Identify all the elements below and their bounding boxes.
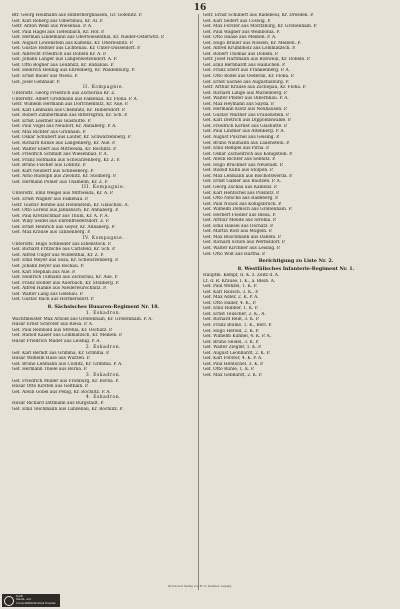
casualty-entry: Gef. Friedrich Schmidt aus Wiesenbad. P. Ä. — [12, 152, 108, 158]
casualty-entry: Gef. Gustav Bach aus Hormersdorf. P. — [12, 297, 95, 303]
casualty-entry: Gef. Arno Rudolph aus Zwönitz, Kr. Stollberg. P. — [12, 174, 117, 180]
casualty-entry: Gef. Richard Reiß, 3. K. P. — [203, 317, 260, 323]
casualty-entry: Gef. Karl Rausch, 3. K., P. — [203, 289, 259, 295]
casualty-entry: Gef. Max Heymann aus Sayda. P. — [203, 101, 275, 107]
casualty-entry: Gef. Walter Lang aus Gelenau. P. — [12, 291, 84, 297]
subsection-heading: 1. Eskadron. — [85, 310, 122, 316]
casualty-entry: Hauptm. Kempf, II. K. z. Zeitz d. Ä. — [203, 273, 280, 279]
casualty-entry: Lt. d. R. Krause, I. K., a. Bleib. Ä. — [203, 278, 276, 284]
casualty-entry: Unteroffz. Emil Weigel aus Mittweida, Kr. A. P. — [12, 191, 114, 197]
casualty-entry: Gefr. Josef Hartmann aus Roßwein, Kr. Döbeln. P. — [203, 57, 311, 63]
casualty-entry: Gef. Hugo Brückner aus Neustadt. P. — [203, 162, 284, 168]
casualty-entry: Gef. Walter Ebert aus Mittweida, Kr. Rochlitz. P. — [12, 146, 117, 152]
casualty-entry: Gef. Paul Wagner aus Weinböhla. P. — [203, 29, 280, 35]
casualty-entry: Gef. Karl Dietrich aus Dippoldiswalde. P. — [203, 118, 292, 124]
casualty-entry: Gef. Karl Stephan aus Aue. P. — [12, 269, 76, 275]
casualty-entry: Gef. Friedrich Müller aus Frohburg, Kr. Borna. P. — [12, 378, 119, 384]
casualty-entry: Gef. Heinrich Ullmann aus Zschorlau, Kr. Aue. P. — [12, 275, 118, 281]
casualty-entry: Gef. Otto Lorenz aus Jahnsbach, Kr. Annaberg. P. — [12, 208, 119, 214]
column-divider — [198, 14, 199, 590]
casualty-entry: Gef. Oskar Zschiedrich aus Königstein. P. — [203, 151, 293, 157]
casualty-entry: Gef. Hugo Herold, 2. K. P. — [203, 328, 259, 334]
page-number: 16 — [193, 3, 207, 13]
casualty-entry: Unteroffz. Georg Friedrich aus Zschorlau Kr. Z. — [12, 91, 116, 97]
casualty-entry: Husar Ernst Schröter aus Riesa. P. Ä. — [12, 322, 94, 328]
casualty-entry: Gef. Franz Blume, 1. K., Berl. P. — [203, 322, 272, 328]
casualty-entry: Gef. Paul Hagel aus Tiefenbach, Kr. Hof. P. — [12, 29, 105, 35]
casualty-entry: Gef. Otto Haller, 4. K., P. — [203, 300, 257, 306]
right-column — [203, 13, 389, 378]
casualty-entry: Gef. Alfred Unger aus Wildenthal, Kr. Z. P. — [12, 252, 104, 258]
casualty-entry: Gef. Max Förster aus Moritzburg, Kr. Großenhain. P. — [203, 24, 317, 30]
casualty-entry: Gef. Emil Hempel aus Pirna. P. — [203, 146, 270, 152]
casualty-entry: Gef. Karl Seifert aus Coswig. P. — [203, 18, 271, 24]
casualty-entry: Gef. August Löwenstein aus Kamenz, Kr. Oberlösnitz. P. — [12, 40, 134, 46]
casualty-entry: Gef. Paul Reinhold aus Strehla, Kr. Oschatz. P. — [12, 327, 113, 333]
subsection-heading: III. Kompagnie. — [81, 185, 126, 191]
casualty-entry: Unteroffz. Albert Großmann aus Falkenau, Kr. Flöha. P. Ä. — [12, 96, 138, 102]
casualty-entry: Gef. Martin Rost aus Mügeln. P. — [203, 229, 273, 235]
casualty-entry: Gefr. Arthur Krause aus Zschopau, Kr. Flöha. P. — [203, 85, 307, 91]
casualty-entry: Gef. Hermann Pöhler aus Thalheim, Kr. Z. P. — [12, 179, 108, 185]
casualty-entry: Gef. Franz Ebert aus Frankenberg. P. Ä. — [203, 68, 290, 74]
casualty-entry: Gef. Richard Schön aus Wermsdorf. P. — [203, 240, 286, 246]
casualty-entry: Gef. Ernst Heinrich aus Geyer, Kr. Annaberg. P. — [12, 224, 115, 230]
casualty-entry: Gef. Walter Kirchner aus Leisnig. P. — [203, 245, 281, 251]
casualty-entry: Gef. Robert Thomas aus Döbeln. P. — [203, 51, 279, 57]
casualty-entry: Gef. Max Richter aus Grünhain. P. — [12, 129, 86, 135]
casualty-entry: Gef. Otto Rühle, 1. K. P. — [203, 367, 255, 373]
library-stamp — [2, 594, 60, 607]
casualty-entry: Gef. Alfred Krumbholz aus Lommatzsch. P. — [203, 46, 296, 52]
casualty-entry: Gef. Oskar Schubert aus Lauter, Kr. Schwarzenberg. P. — [12, 135, 132, 141]
casualty-entry: Husar Otto Kirsten aus Geithain. P. — [12, 384, 89, 390]
casualty-entry: Gef. Bruno Naumann aus Lauenstein. P. — [203, 140, 290, 146]
casualty-entry: Gef. Ernst Bauer aus Wiesa. P. — [12, 74, 78, 80]
casualty-entry: Gef. Hermann Klotz aus Neuhausen. P. — [203, 107, 288, 113]
casualty-entry: Gef. Max Buschmann aus Dahlen. P. — [203, 234, 282, 240]
subsection-heading: 4. Eskadron. — [85, 395, 122, 401]
casualty-entry: Gef. August Püschel aus Geising. P. — [203, 135, 280, 141]
casualty-entry: Gef. Max Lehmann aus Bischofswerda. P. — [203, 173, 293, 179]
casualty-entry: Gef. Robert Zimmermann aus Rittersgrün, Kr. Sch. P. — [12, 113, 128, 119]
casualty-entry: Gefr. Anton Weiß aus Wiesenau. P. Ä. — [12, 24, 93, 30]
casualty-entry: Unteroffz. Hugo Schneider aus Eibenstock. P. — [12, 241, 112, 247]
subsection-heading: 3. Eskadron. — [85, 372, 122, 378]
casualty-entry: Gef. Herbert Fiedler aus Riesa. P. — [203, 212, 276, 218]
casualty-entry: Gef. Max Krause aus Tannenberg. P. — [12, 230, 91, 236]
casualty-entry: Gef. Otto Nitsche aus Radeberg. P. — [203, 196, 279, 202]
casualty-entry: Gef. Wilhelm Domsch aus Großenhain. P. — [203, 207, 292, 213]
casualty-entry: Gef. Richard Lange aus Marienberg. P. — [203, 90, 288, 96]
casualty-entry: Gef. Alfred Hanke aus Niederwürschnitz. P. — [12, 286, 107, 292]
casualty-entry: Gef. Paul Kretzschmar aus Thum, Kr. A. P. Ä. — [12, 213, 109, 219]
casualty-entry: Gefr. Wilhelm Hermann aus Dorfchemnitz, Kr. Aue. P. — [12, 102, 129, 108]
casualty-entry: Gef. Otto Wolf aus Hartha. P. — [203, 251, 266, 257]
subsection-heading: 2. Eskadron. — [85, 344, 122, 350]
printer-imprint: Druck und Verlag von B. G. Teubner, Leipzig. — [168, 584, 232, 588]
casualty-entry: Gef. Paul Wenzel, 1. K. P. — [203, 284, 257, 290]
stamp-title: SLUB — [16, 595, 23, 598]
casualty-entry: Gef. Arthur Mende aus Strehla. P. — [203, 218, 277, 224]
casualty-entry: Husar Wilhelm Hase aus Wurzen. P. — [12, 356, 90, 362]
casualty-entry: Gef. Karl Berndt aus Grimma, Kr. Grimma. P. — [12, 350, 110, 356]
casualty-entry: Gef. Emil Bernhardt aus Hainichen. P. — [203, 62, 286, 68]
casualty-entry: Gef. Georg Zschau aus Kamenz. P. — [203, 184, 278, 190]
casualty-entry: Gef. Kurl Roberg aus Olbernhau, Kr. Al. P. — [12, 18, 103, 24]
casualty-entry: Gef. Richard Fritzsche aus Carlsfeld, Kr. Sch. P. — [12, 247, 116, 253]
casualty-entry: Husar Friedrich Mäder aus Leisnig. P. Ä. — [12, 338, 101, 344]
library-logo-icon — [4, 596, 14, 606]
casualty-entry: Bfr. Georg Heilmann aus Hinterberghausen, Gr. Gofenitz. P. — [12, 13, 143, 18]
casualty-entry: Gef. Paul Noack aus Königsbrück. P. — [203, 201, 282, 207]
casualty-entry: Gef. Richard Kunze aus Langenberg, Kr. Aue. P. — [12, 141, 116, 147]
casualty-entry: Gef. Friedrich Körner aus Glashütte. P. — [203, 123, 288, 129]
casualty-entry: Gef. Ernst Leistner aus Glashütte. P. — [12, 118, 91, 124]
casualty-entry: Gef. Willy Seidel aus Ehrenfriedersdorf. Z. P. — [12, 219, 110, 225]
casualty-entry: Gef. Ernst Teuscher, 2. K., Ä. — [203, 311, 266, 317]
casualty-entry: Gef. Albrecht Friedrich aus Döbeln Kr. A. P. — [12, 51, 107, 57]
casualty-entry: Gef. Otto Bogner aus Leubnitz, Kr. Rabanau. P. — [12, 62, 114, 68]
casualty-entry: Gef. Hermann Thiele aus Borna. P. — [12, 367, 88, 373]
casualty-entry: Gef. Max Adler, 2. K. P. Ä. — [203, 295, 259, 301]
subsection-heading: II. Kompagnie. — [82, 85, 125, 91]
casualty-entry: Gef. Karl Lehmann aus Chemnitz, Kr. Hilbersdorf. P. — [12, 107, 126, 113]
casualty-entry: Gef. Bruno Fischer aus Lößnitz. P. — [12, 163, 87, 169]
casualty-entry: Gef. August Leonhardt, 2. K. P. — [203, 350, 270, 356]
casualty-entry: Gef. Wilhelm Kühnel, 4. K. P. Ä. — [203, 334, 272, 340]
section-heading: 8. Westfälisches Infanterie-Regiment Nr. 1. — [237, 266, 355, 273]
casualty-entry: Gef. Emil Hänsel aus Oschatz. P. — [203, 223, 274, 229]
casualty-entry: Gef. Kurt Neubert aus Schneeberg. P. — [12, 168, 94, 174]
subsection-heading: IV. Kompagnie. — [82, 235, 125, 241]
casualty-entry: Wachtmeister Max Arnold aus Großenhain, Kr. Großenhain. P. Ä. — [12, 316, 153, 322]
casualty-entry: Gef. Bruno Lehmann aus Colditz, Kr. Grimma. P. Ä. — [12, 361, 123, 367]
casualty-entry: Gef. Johann Langer aus Langenwetzendorf. Ä. P. — [12, 57, 118, 63]
casualty-entry: Gef. Ernst Wagner aus Falkenau. P. — [12, 196, 89, 202]
casualty-entry: Gef. Karl Hentschel aus Pulsnitz. P. — [203, 190, 280, 196]
casualty-entry: Gef. Gustav Walther aus Frauenstein. P. — [203, 112, 290, 118]
section-heading: Berichtigung zu Liste Nr. 2. — [258, 258, 334, 265]
casualty-entry: Gef. Walter Ziegler, 1. K. P. — [203, 345, 262, 351]
casualty-entry: Gef. Rudolf Kühn aus Stolpen. P. — [203, 168, 274, 174]
casualty-entry: Gef. Walter Pfeifer aus Olbernhau. P. Ä. — [203, 96, 289, 102]
casualty-entry: Gef. Franz Hofmann aus Schwarzenberg, Kr. Z. P. — [12, 157, 120, 163]
casualty-entry: Gefr. Gustav Böhme aus Hohenstein, Kr. Glauchau. Ä. — [12, 202, 129, 208]
casualty-entry: Gef. Alwin Göbel aus Penig, Kr. Rochlitz. P. Ä. — [12, 389, 111, 395]
casualty-entry: Gef. Gustav Bößner aus Lichtenau. Kr. Unter-Düsseldorf. P. — [12, 46, 141, 52]
casualty-entry: Gef. Paul Lindner aus Altenberg. P. Ä. — [203, 129, 285, 135]
casualty-entry: Gef. Otto Haase aus Meißen. P. Ä. — [203, 35, 277, 41]
casualty-entry: Gef. Herman Lindemann aus Oberwiesenthal, Kr. Nieder-Osterwitz. P. — [12, 35, 165, 41]
casualty-entry: Gef. Rudolf Kaiser aus Lommatzsch, Kr. Meißen. P. — [12, 333, 123, 339]
casualty-entry: Gef. Otto Rödel aus Oederan, Kr. Flöha. P. — [203, 74, 295, 80]
casualty-entry: Gef. Emil Hübner, 1. K. P. — [203, 306, 259, 312]
casualty-entry: Gef. Heinrich Hennig aus Ehrenberg, Kr. Waldenburg. P. — [12, 68, 135, 74]
casualty-entry: Husar Richard Dittmann aus Burgstädt. P. — [12, 401, 104, 407]
casualty-entry: Gef. Bruno Seidel, 3. K. P. — [203, 339, 259, 345]
casualty-entry: Gef. Emil Teichmann aus Lunzenau, Kr. Rochlitz. P. — [12, 406, 123, 412]
casualty-entry: Gef. Franz Hößler aus Auerbach, Kr. Stollberg. P. — [12, 280, 120, 286]
stamp-subtitle: Staats- und Universitätsbibliothek Dresden — [16, 598, 56, 605]
casualty-entry: Gef. Karl Förster, 4. K. P. Ä. — [203, 356, 263, 362]
casualty-entry: Gef. Paul Vogel aus Neudorf, Kr. Annaberg. P. Ä. — [12, 124, 117, 130]
casualty-entry: Gef. Josef Gehlhaar. P. — [12, 79, 60, 85]
casualty-entry: Gef. Ernst Gäbler aus Bautzen. P. Ä. — [203, 179, 282, 185]
casualty-entry: Gef. Ernst Sachse aus Augustusburg. P. — [203, 79, 289, 85]
casualty-entry: Gefr. Ernst Schubert aus Radebeul, Kr. Dresden. P. — [203, 13, 314, 18]
casualty-entry: Gef. Max Gebhardt, 2. K. P. — [203, 372, 263, 378]
casualty-entry: Gef. Hugo Bräuer aus Nossen, Kr. Meißen. P. — [203, 40, 301, 46]
casualty-entry: Gef. Emil Meyer aus Sosa, Kr. Schwarzenberg. P. — [12, 258, 119, 264]
casualty-entry: Gef. Johann Beyer aus Bockau. P. — [12, 263, 84, 269]
casualty-entry: Gef. Alwin Richter aus Sebnitz. P. — [203, 157, 276, 163]
section-heading: 8. Sächsisches Husaren-Regiment Nr. 18. — [47, 303, 160, 310]
left-column — [12, 13, 195, 412]
casualty-entry: Gef. Paul Hentschel, 3. K. P. — [203, 361, 264, 367]
